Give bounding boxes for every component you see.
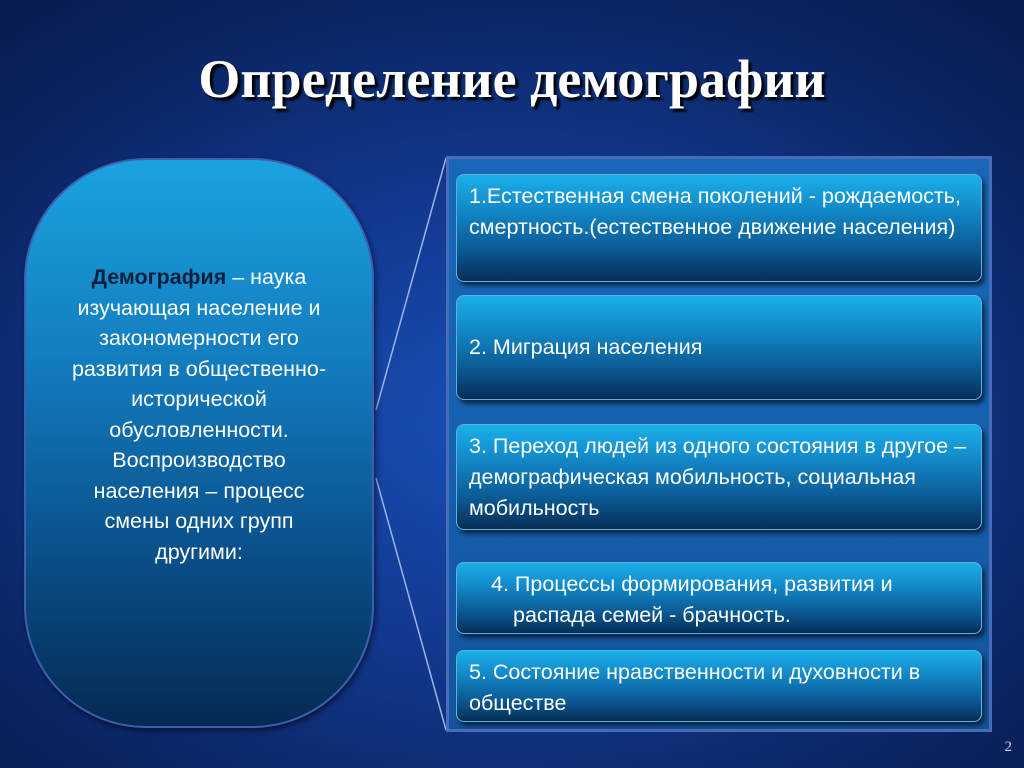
list-item-3-text: 3. Переход людей из одного состояния в другое – демографическая мобильность, социальная мобильность [469, 434, 966, 520]
slide-title: Определение демографии [198, 49, 826, 109]
list-item-1-text: 1.Естественная смена поколений - рождаемость, смертность.(естественное движение населения) [469, 184, 961, 239]
connector-line-bottom [376, 478, 446, 730]
list-item-4-text: 4. Процессы формирования, развития и распада семей - брачность. [491, 572, 893, 627]
page-number: 2 [1004, 739, 1012, 755]
definition-body: – наука изучающая население и закономерности его развития в общественно-исторической обусловленности. Воспроизводство населения – процесс смены одних групп другими: [71, 265, 327, 564]
list-item-2 [456, 295, 982, 400]
list-item-5-text: 5. Состояние нравственности и духовности в обществе [469, 660, 921, 715]
connector-line-top [376, 158, 446, 410]
definition-term: Демография [91, 265, 227, 289]
list-item-5 [456, 650, 982, 722]
list-item-4 [456, 562, 982, 634]
list-item-3 [456, 424, 982, 530]
definition-text [62, 262, 336, 567]
list-item-2-text: 2. Миграция населения [469, 335, 703, 359]
list-item-1 [456, 174, 982, 282]
